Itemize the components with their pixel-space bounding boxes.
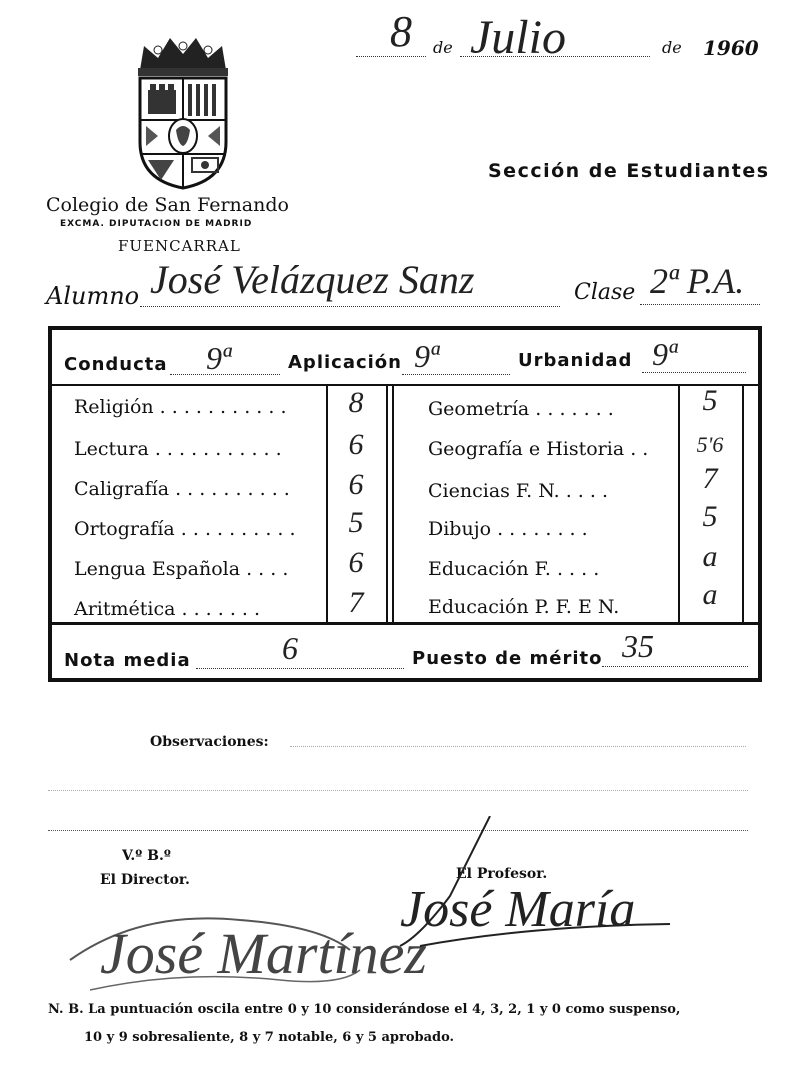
section-title: Sección de Estudiantes bbox=[488, 160, 770, 182]
subject-row: Ciencias F. N. . . . . bbox=[428, 480, 609, 502]
date-month: Julio bbox=[470, 11, 566, 64]
puesto-merito-label: Puesto de mérito bbox=[412, 648, 603, 669]
subject-row: Dibujo . . . . . . . . bbox=[428, 518, 588, 540]
grade-value: 7 bbox=[348, 586, 364, 619]
subject-name: Religión bbox=[74, 396, 154, 418]
note-line-1: N. B. La puntuación oscila entre 0 y 10 considerándose el 4, 3, 2, 1 y 0 como suspenso, bbox=[48, 1002, 681, 1017]
puesto-merito-value: 35 bbox=[622, 628, 654, 664]
subject-name: Dibujo bbox=[428, 518, 492, 540]
director-label: El Director. bbox=[100, 872, 190, 888]
director-signature: José Martínez bbox=[100, 921, 427, 986]
vb-label: V.º B.º bbox=[122, 848, 171, 864]
town-name: FUENCARRAL bbox=[118, 237, 241, 255]
subject-name: Educación F. bbox=[428, 558, 551, 580]
grade-value: a bbox=[702, 578, 718, 611]
subject-name: Geografía e Historia bbox=[428, 438, 625, 460]
grade-value: 6 bbox=[348, 546, 364, 579]
aplicacion-label: Aplicación bbox=[288, 352, 402, 373]
date-de-label-2: de bbox=[662, 38, 682, 57]
nota-media-value: 6 bbox=[282, 630, 298, 666]
profesor-signature: José María bbox=[400, 881, 636, 938]
subject-name: Ortografía bbox=[74, 518, 175, 540]
subject-row: Educación F. . . . . bbox=[428, 558, 600, 580]
grade-value: 6 bbox=[348, 428, 364, 461]
grade-value: 5'6 bbox=[696, 432, 724, 457]
subject-row: Geometría . . . . . . . bbox=[428, 398, 614, 420]
subject-name: Lengua Española bbox=[74, 558, 241, 580]
observaciones-label: Observaciones: bbox=[150, 734, 269, 750]
subject-row: Ortografía . . . . . . . . . . bbox=[74, 518, 296, 540]
subject-name: Geometría bbox=[428, 398, 530, 420]
subject-row: Geografía e Historia . . bbox=[428, 438, 649, 460]
nota-media-label: Nota media bbox=[64, 650, 191, 671]
coat-of-arms-icon bbox=[128, 32, 238, 192]
grade-value: 5 bbox=[702, 384, 718, 417]
aplicacion-value: 9ª bbox=[414, 338, 439, 374]
school-name: Colegio de San Fernando bbox=[46, 194, 289, 216]
date-day: 8 bbox=[390, 7, 412, 56]
grade-value: 8 bbox=[348, 386, 364, 419]
subject-row bbox=[428, 596, 619, 618]
grade-value: 5 bbox=[348, 506, 364, 539]
alumno-name: José Velázquez Sanz bbox=[150, 257, 475, 302]
grade-value: 7 bbox=[702, 462, 718, 495]
conducta-label: Conducta bbox=[64, 354, 168, 375]
note-line-2: 10 y 9 sobresaliente, 8 y 7 notable, 6 y 5 aprobado. bbox=[84, 1030, 455, 1045]
alumno-label: Alumno bbox=[46, 282, 140, 310]
grade-value: 6 bbox=[348, 468, 364, 501]
subject-row: Aritmética . . . . . . . bbox=[74, 598, 261, 620]
subject-name: Aritmética bbox=[74, 598, 176, 620]
subject-row: Lengua Española . . . . bbox=[74, 558, 289, 580]
urbanidad-label: Urbanidad bbox=[518, 350, 633, 371]
clase-value: 2ª P.A. bbox=[650, 261, 745, 301]
grade-value: a bbox=[702, 540, 718, 573]
profesor-label: El Profesor. bbox=[456, 866, 548, 882]
date-de-label: de bbox=[433, 38, 453, 57]
grades-box bbox=[48, 326, 762, 682]
subject-row: Lectura . . . . . . . . . . . bbox=[74, 438, 282, 460]
subject-name: Lectura bbox=[74, 438, 149, 460]
clase-label: Clase bbox=[574, 280, 636, 305]
date-year: 1960 bbox=[703, 36, 759, 60]
subject-row: Religión . . . . . . . . . . . bbox=[74, 396, 287, 418]
subject-name: Educación P. F. E N. bbox=[428, 596, 620, 618]
grade-value: 5 bbox=[702, 500, 718, 533]
conducta-value: 9ª bbox=[206, 340, 231, 376]
urbanidad-value: 9ª bbox=[652, 336, 677, 372]
subject-name: Caligrafía bbox=[74, 478, 170, 500]
diputacion-line: EXCMA. DIPUTACION DE MADRID bbox=[60, 219, 253, 229]
subject-row: Caligrafía . . . . . . . . . . bbox=[74, 478, 290, 500]
subject-name: Ciencias F. N. bbox=[428, 480, 560, 502]
